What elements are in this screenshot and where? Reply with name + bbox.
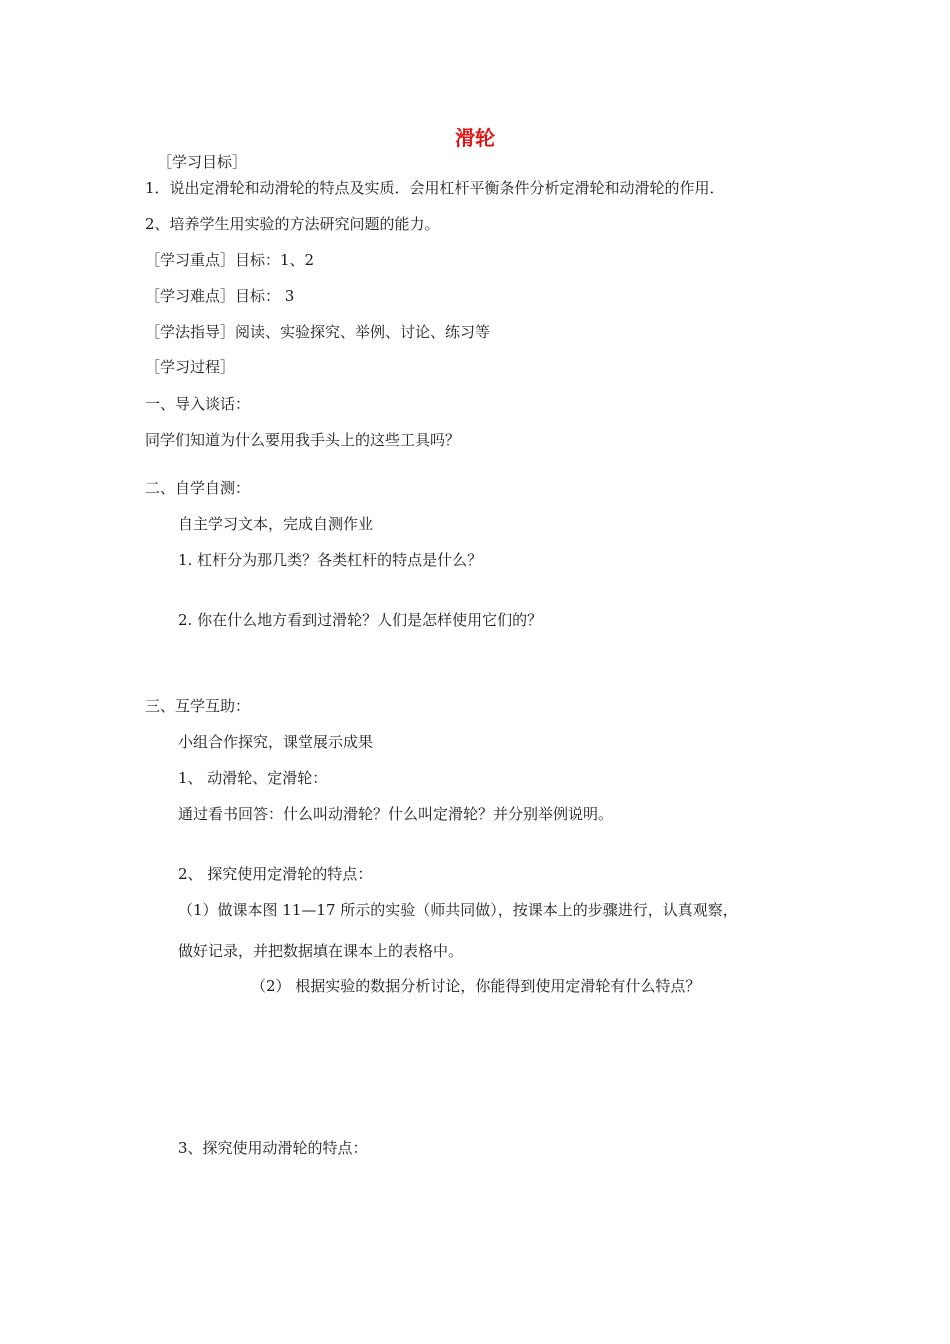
section-3-intro: 小组合作探究，课堂展示成果 [178, 733, 374, 751]
section-3-item-1: 1、 动滑轮、定滑轮： [178, 769, 328, 787]
objectives-heading: ［学习目标］ [157, 153, 248, 171]
section-3-item-1-text: 通过看书回答：什么叫动滑轮？什么叫定滑轮？并分别举例说明。 [178, 805, 614, 823]
document-title: 滑轮 [455, 126, 495, 150]
section-2-heading: 二、自学自测： [145, 479, 251, 497]
section-3-item-2-step-2: （2） 根据实验的数据分析讨论，你能得到使用定滑轮有什么特点？ [251, 977, 701, 995]
section-1-heading: 一、导入谈话： [145, 395, 251, 413]
section-2-intro: 自主学习文本，完成自测作业 [178, 515, 374, 533]
method-guide: ［学法指导］阅读、实验探究、举例、讨论、练习等 [145, 323, 491, 341]
section-3-heading: 三、互学互助： [145, 697, 251, 715]
objective-1: 1．说出定滑轮和动滑轮的特点及实质．会用杠杆平衡条件分析定滑轮和动滑轮的作用． [145, 179, 725, 197]
section-2-question-2: 2. 你在什么地方看到过滑轮？人们是怎样使用它们的？ [178, 611, 543, 629]
objective-2: 2、培养学生用实验的方法研究问题的能力。 [145, 215, 440, 233]
section-3-item-3: 3、探究使用动滑轮的特点： [178, 1139, 368, 1157]
difficult-points: ［学习难点］目标： 3 [145, 287, 295, 305]
section-2-question-1: 1. 杠杆分为那几类？各类杠杆的特点是什么？ [178, 551, 483, 569]
section-3-item-2-step-1a: （1）做课本图 11—17 所示的实验（师共同做），按课本上的步骤进行，认真观察， [178, 901, 738, 919]
key-points: ［学习重点］目标：1、2 [145, 251, 315, 269]
section-3-item-2-step-1b: 做好记录，并把数据填在课本上的表格中。 [178, 942, 464, 960]
process-heading: ［学习过程］ [145, 358, 236, 376]
section-1-text: 同学们知道为什么要用我手头上的这些工具吗？ [145, 431, 461, 449]
section-3-item-2: 2、 探究使用定滑轮的特点： [178, 865, 373, 883]
